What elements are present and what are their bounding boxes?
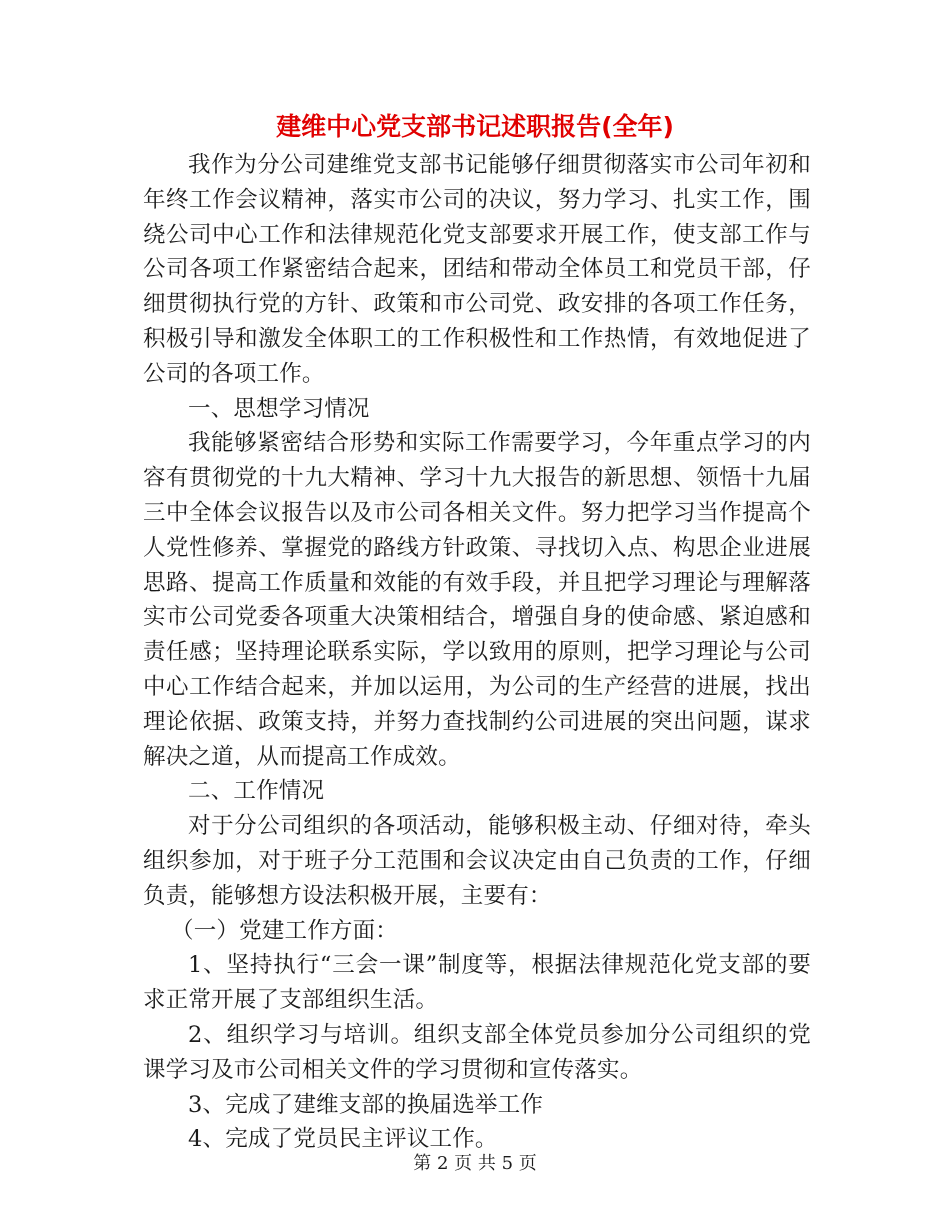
list-item-1: 1、坚持执行“三会一课”制度等，根据法律规范化党支部的要求正常开展了支部组织生活。 — [143, 952, 811, 1014]
document-body — [143, 148, 811, 1157]
page-number-footer: 第 2 页 共 5 页 — [413, 1153, 537, 1174]
paragraph-study: 我能够紧密结合形势和实际工作需要学习，今年重点学习的内容有贯彻党的十九大精神、学习十九大报告的新思想、领悟十九届三中全体会议报告以及市公司各相关文件。努力把学习当作提高个人党性修养、掌握党的路线方针政策、寻找切入点、构思企业进展思路、提高工作质量和效能的有效手段，并且把学习理论与理解落实市公司党委各项重大决策相结合，增强自身的使命感、紧迫感和责任感；坚持理论联系实际，学以致用的原则，把学习理论与公司中心工作结合起来，并加以运用，为公司的生产经营的进展，找出理论依据、政策支持，并努力查找制约公司进展的突出问题，谋求解决之道，从而提高工作成效。 — [143, 430, 811, 770]
subsection-heading-party: （一）党建工作方面： — [171, 917, 399, 944]
section-heading-study: 一、思想学习情况 — [188, 395, 370, 422]
list-item-4: 4、完成了党员民主评议工作。 — [188, 1126, 498, 1153]
paragraph-intro: 我作为分公司建维党支部书记能够仔细贯彻落实市公司年初和年终工作会议精神，落实市公司的决议，努力学习、扎实工作，围绕公司中心工作和法律规范化党支部要求开展工作，使支部工作与公司各项工作紧密结合起来，团结和带动全体员工和党员干部，仔细贯彻执行党的方针、政策和市公司党、政安排的各项工作任务，积极引导和激发全体职工的工作积极性和工作热情，有效地促进了公司的各项工作。 — [143, 152, 811, 387]
list-item-2: 2、组织学习与培训。组织支部全体党员参加分公司组织的党课学习及市公司相关文件的学习贯彻和宣传落实。 — [143, 1021, 811, 1083]
paragraph-work: 对于分公司组织的各项活动，能够积极主动、仔细对待，牵头组织参加，对于班子分工范围和会议决定由自己负责的工作，仔细负责，能够想方设法积极开展，主要有： — [143, 813, 811, 909]
document-title: 建维中心党支部书记述职报告(全年) — [276, 112, 674, 141]
list-item-3: 3、完成了建维支部的换届选举工作 — [188, 1091, 544, 1118]
section-heading-work: 二、工作情况 — [188, 778, 325, 805]
